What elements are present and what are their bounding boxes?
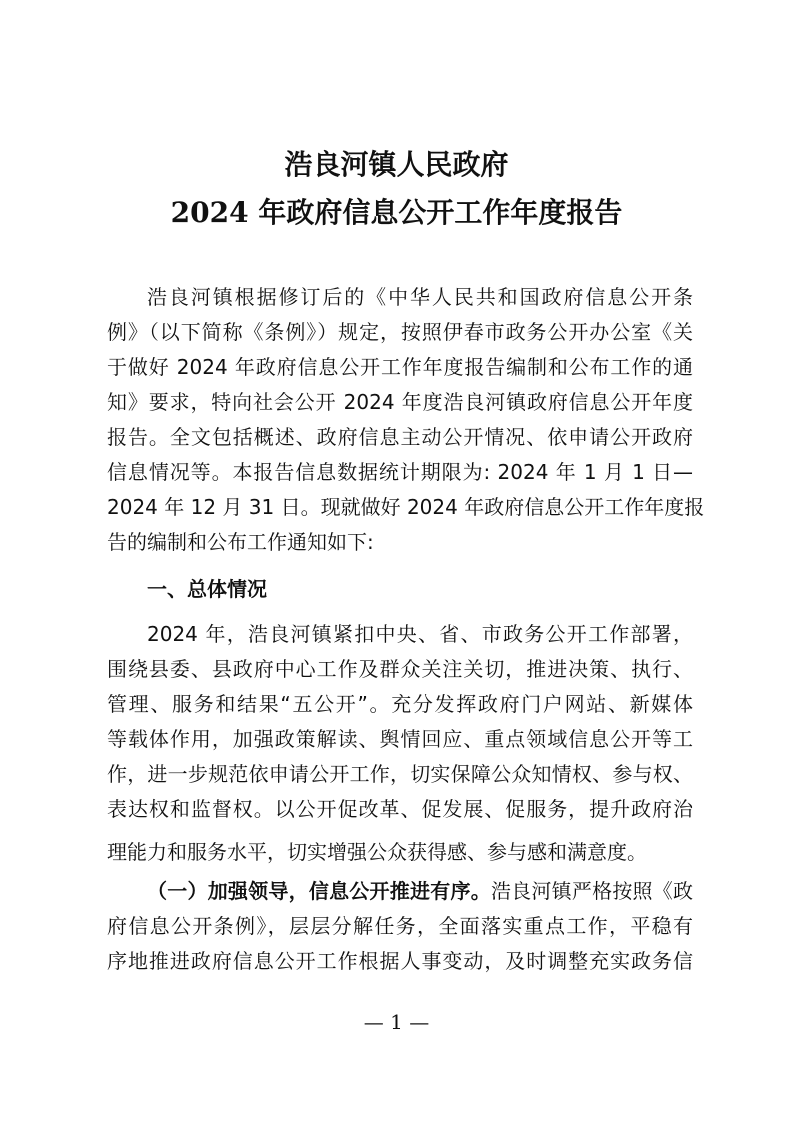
intro-line: 例》（以下简称《条例》）规定，按照伊春市政务公开办公室《关 [107, 320, 693, 344]
section-1-line: 围绕县委、县政府中心工作及群众关注关切，推进决策、执行、 [107, 657, 693, 681]
subsection-1-first-line [147, 877, 693, 905]
subsection-1-line: 府信息公开条例》，层层分解任务，全面落实重点工作，平稳有 [107, 914, 693, 938]
section-heading-overview: 一、总体情况 [147, 577, 267, 601]
document-title-line-1: 浩良河镇人民政府 [284, 148, 509, 181]
intro-line: 浩良河镇根据修订后的《中华人民共和国政府信息公开条 [147, 285, 693, 309]
document-title-line-2: 2024 年政府信息公开工作年度报告 [170, 196, 623, 229]
section-1-line: 2024 年，浩良河镇紧扣中央、省、市政务公开工作部署， [147, 622, 693, 646]
intro-line: 2024 年 12 月 31 日。现就做好 2024 年政府信息公开工作年度报 [107, 495, 705, 519]
subsection-1-text: 浩良河镇严格按照《政 [490, 879, 694, 903]
section-1-line: 理能力和服务水平，切实增强公众获得感、参与感和满意度。 [107, 840, 647, 864]
intro-line: 报告。全文包括概述、政府信息主动公开情况、依申请公开政府 [107, 425, 693, 449]
section-1-line: 管理、服务和结果“五公开”。充分发挥政府门户网站、新媒体 [107, 692, 693, 716]
section-1-line: 等载体作用，加强政策解读、舆情回应、重点领域信息公开等工 [107, 727, 693, 751]
section-1-line: 作，进一步规范依申请公开工作，切实保障公众知情权、参与权、 [107, 762, 693, 786]
intro-line: 信息情况等。本报告信息数据统计期限为: 2024 年 1 月 1 日— [107, 460, 693, 484]
intro-line: 告的编制和公布工作通知如下: [107, 530, 374, 554]
intro-line: 知》要求，特向社会公开 2024 年度浩良河镇政府信息公开年度 [107, 390, 693, 414]
subsection-1-line: 序地推进政府信息公开工作根据人事变动，及时调整充实政务信 [107, 949, 693, 973]
section-1-line: 表达权和监督权。以公开促改革、促发展、促服务，提升政府治 [107, 797, 693, 821]
intro-line: 于做好 2024 年政府信息公开工作年度报告编制和公布工作的通 [107, 355, 693, 379]
subsection-1-heading: （一）加强领导，信息公开推进有序。 [147, 879, 491, 903]
page-number: — 1 — [363, 1010, 430, 1034]
